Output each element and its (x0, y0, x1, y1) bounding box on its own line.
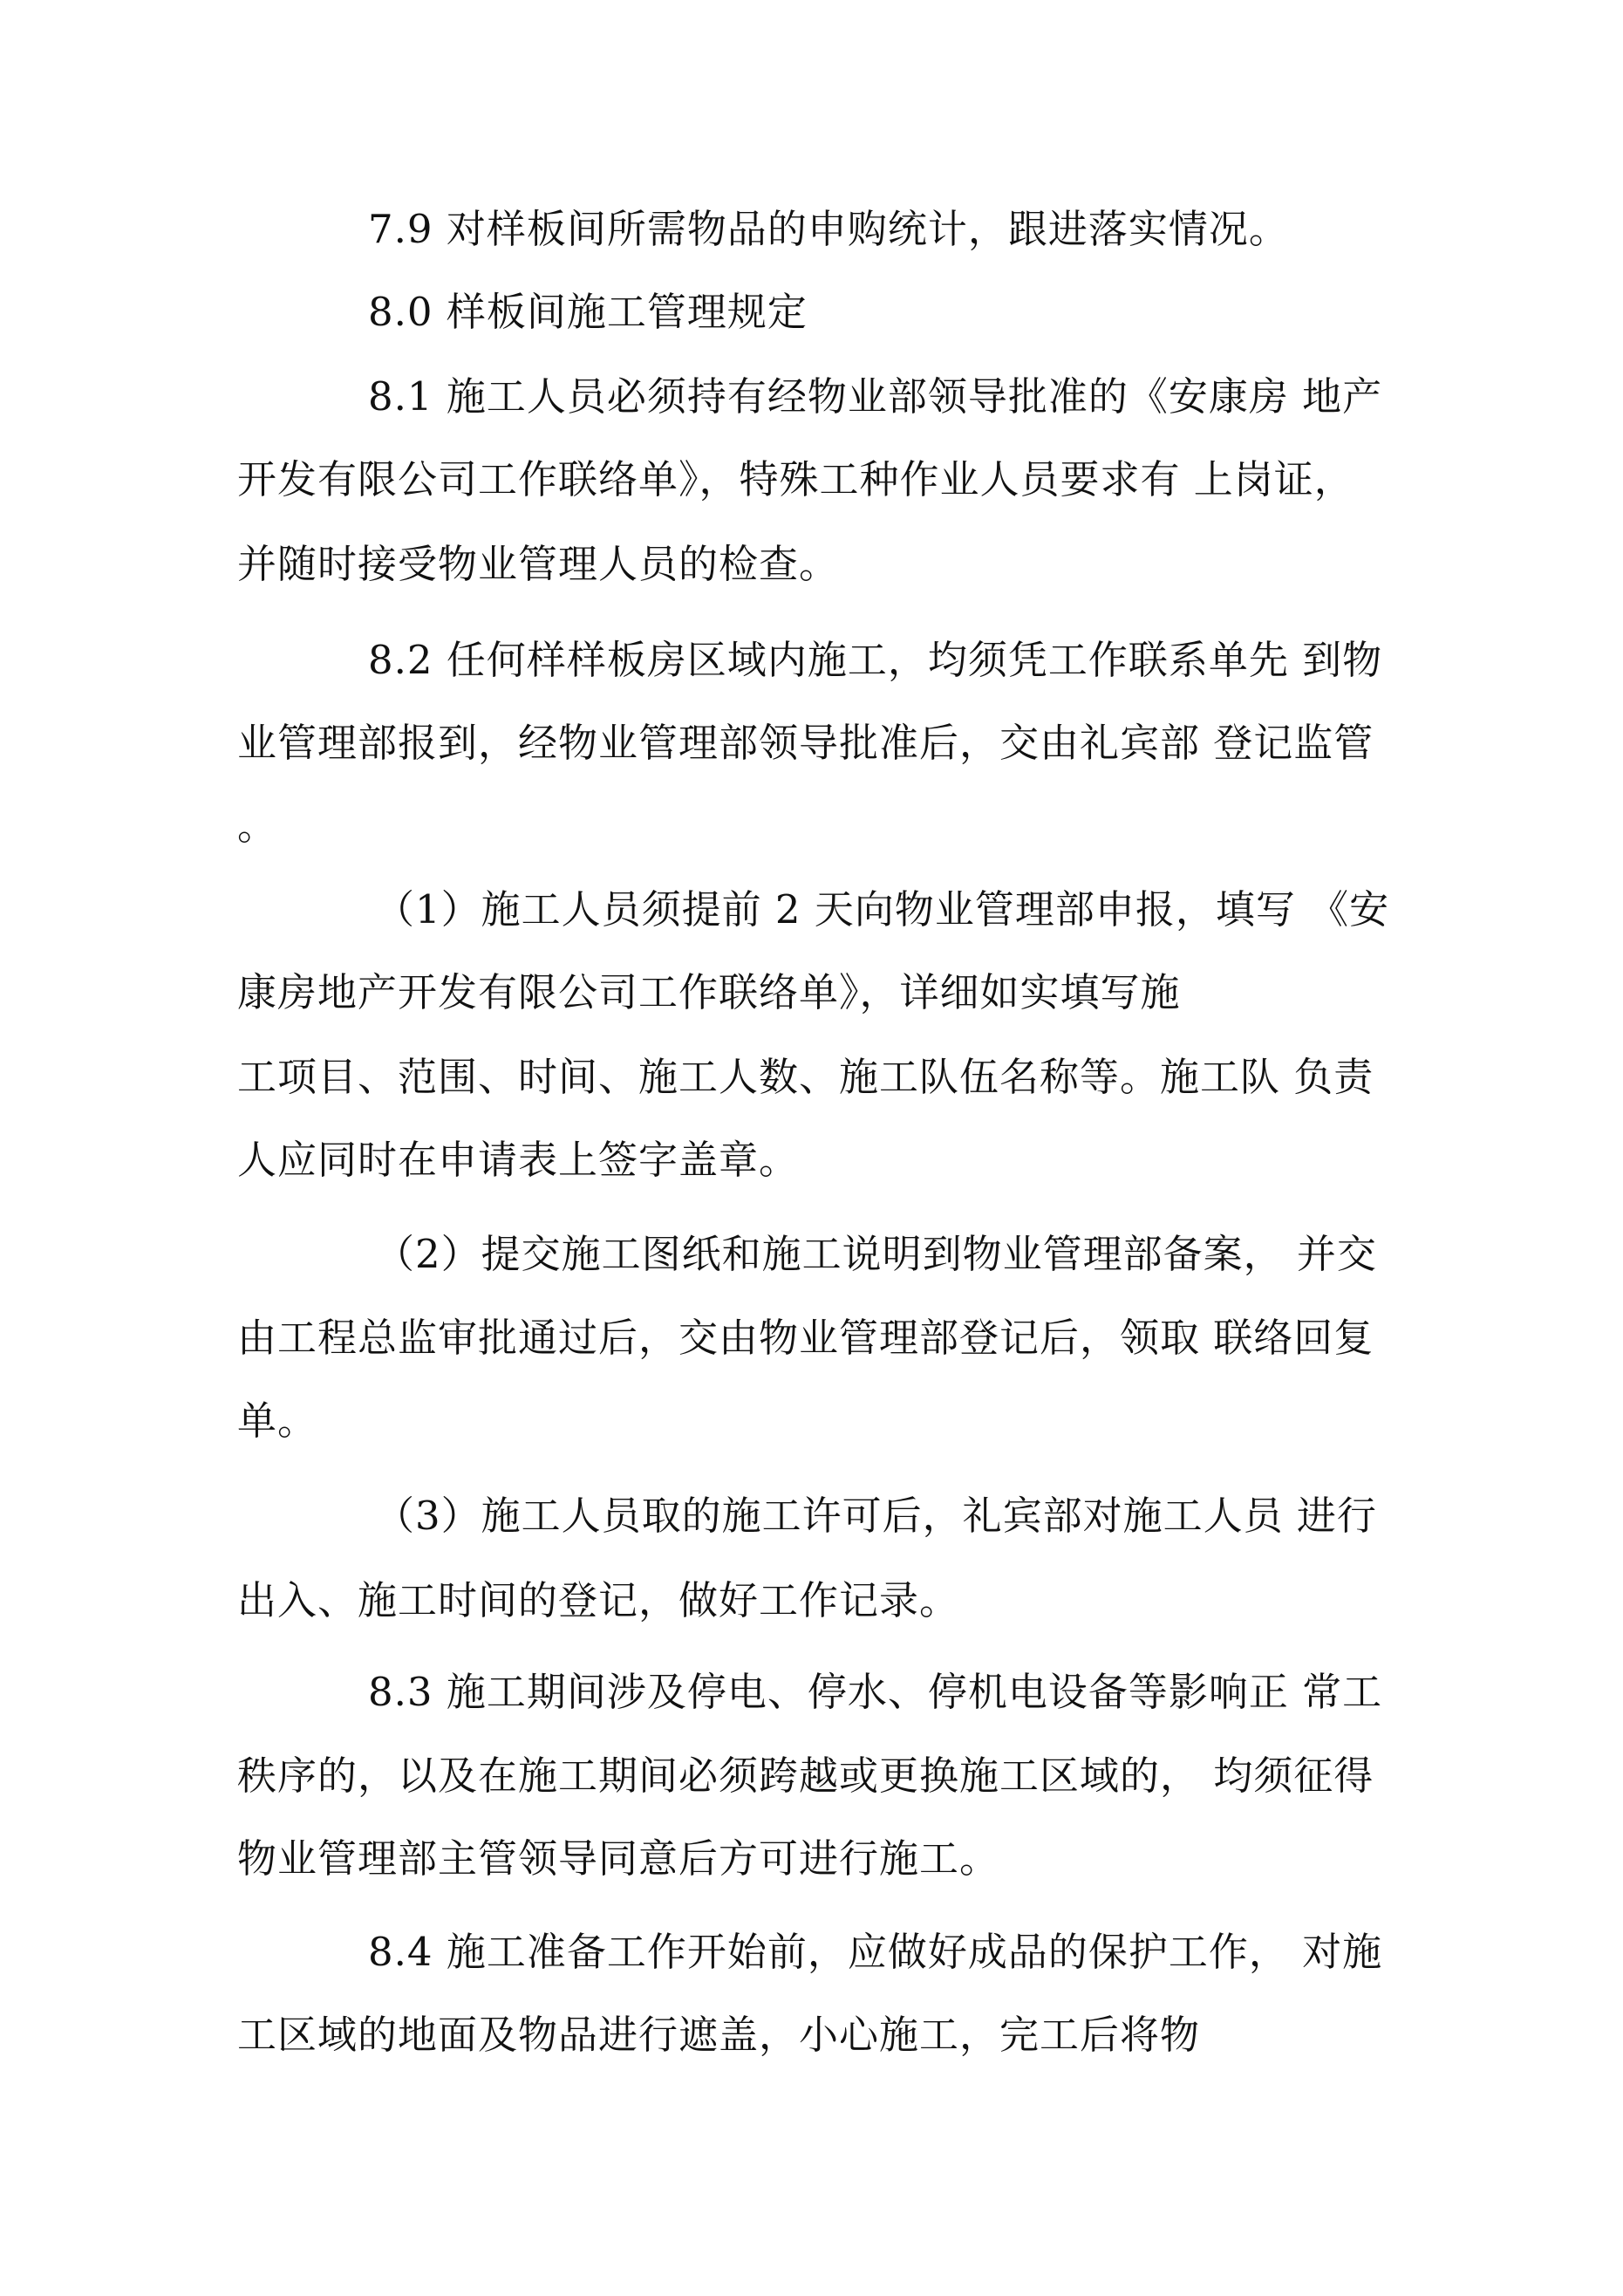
text-line-item-1: （1）施工人员须提前 2 天向物业管理部申报，填写 《安 (375, 886, 1390, 933)
text-line-8-1: 8.1 施工人员必须持有经物业部领导批准的《安康房 地产 (368, 373, 1383, 420)
text-line: 并随时接受物业管理人员的检查。 (237, 541, 840, 587)
text-line: 开发有限公司工作联络单》，特殊工种作业人员要求有 上岗证， (237, 456, 1354, 502)
text-line: 康房地产开发有限公司工作联络单》，详细如实填写施 (237, 969, 1181, 1015)
text-line-8-4: 8.4 施工准备工作开始前，应做好成品的保护工作， 对施 (368, 1929, 1383, 1975)
text-line-7-9: 7.9 对样板间所需物品的申购统计，跟进落实情况。 (368, 206, 1289, 252)
text-line-8-0-heading: 8.0 样板间施工管理规定 (368, 289, 808, 335)
text-line: 工项目、范围、时间、施工人数、施工队伍名称等。施工队 负责 (237, 1054, 1374, 1100)
text-line-8-2: 8.2 任何样样板房区域内施工，均须凭工作联系单先 到物 (368, 637, 1383, 683)
text-line: 工区域的地面及物品进行遮盖，小心施工，完工后将物 (237, 2012, 1201, 2058)
text-line: 由工程总监审批通过后，交由物业管理部登记后，领取 联络回复 (237, 1315, 1374, 1361)
text-line: 秩序的，以及在施工期间必须跨越或更换施工区域的， 均须征得 (237, 1753, 1374, 1799)
text-line: 人应同时在申请表上签字盖章。 (237, 1137, 800, 1183)
text-line-item-2: （2）提交施工图纸和施工说明到物业管理部备案， 并交 (375, 1231, 1377, 1277)
text-line: 出入、施工时间的登记，做好工作记录。 (237, 1577, 960, 1623)
text-line-item-3: （3）施工人员取的施工许可后，礼宾部对施工人员 进行 (375, 1493, 1377, 1539)
text-line-8-3: 8.3 施工期间涉及停电、停水、停机电设备等影响正 常工 (368, 1669, 1383, 1715)
text-line: 。 (237, 803, 278, 849)
text-line: 业管理部报到，经物业管理部领导批准后，交由礼宾部 登记监管 (237, 720, 1374, 766)
text-line: 单。 (237, 1397, 318, 1444)
text-line: 物业管理部主管领导同意后方可进行施工。 (237, 1835, 1000, 1882)
